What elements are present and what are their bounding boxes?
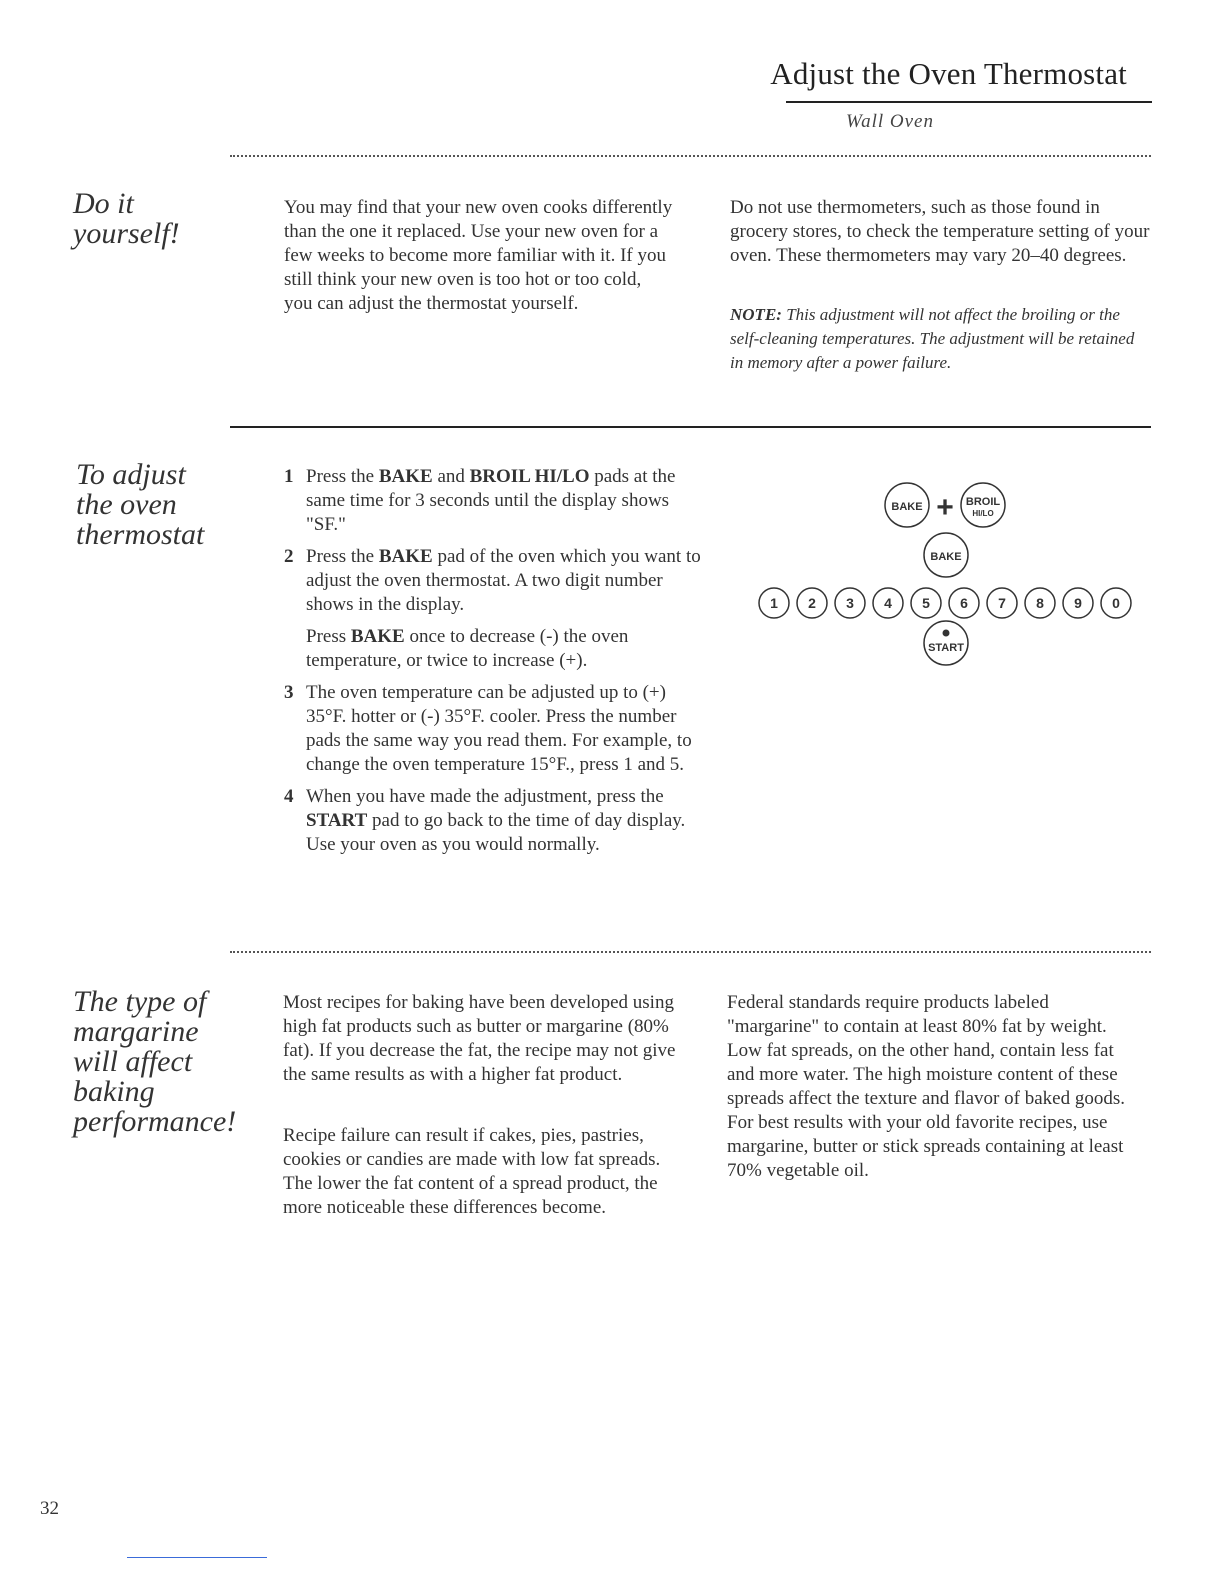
plus-sign: + [936, 491, 954, 524]
heading-line: performance! [73, 1105, 237, 1138]
margarine-heading [73, 985, 237, 1138]
page-subtitle: Wall Oven [846, 111, 934, 132]
footer-line [127, 1557, 267, 1558]
step-item [284, 681, 704, 777]
page-number: 32 [40, 1498, 59, 1519]
digit-keys-row [759, 588, 1131, 618]
digit-key-label: 1 [770, 595, 778, 611]
step-number: 2 [284, 546, 294, 567]
step-number: 3 [284, 682, 294, 703]
start-key-diagram [924, 621, 968, 665]
step-item [284, 785, 704, 857]
page-title: Adjust the Oven Thermostat [770, 56, 1127, 91]
bake-key-label: BAKE [378, 546, 433, 567]
digit-key-label: 0 [1112, 595, 1120, 611]
step-text: The oven temperature can be adjusted up to (+) 35°F. hotter or (-) 35°F. cooler. Press the number pads the same way you read them. For example, to change the oven temperature 15°F., press 1 and 5. [306, 682, 692, 775]
step-text: Press the [306, 546, 379, 567]
section-divider-margarine [230, 951, 1151, 953]
heading-line: To adjust [76, 458, 186, 491]
digit-key-label: 4 [884, 595, 892, 611]
heading-line: The type of [73, 985, 207, 1018]
start-key-text: START [928, 642, 964, 654]
step-text: and [432, 466, 470, 487]
digit-key-label: 2 [808, 595, 816, 611]
margarine-left-paragraph-2: Recipe failure can result if cakes, pies, pastries, cookies or candies are made with low fat spreads. The lower the fat content of a spread product, the more noticeable these differences become. [283, 1125, 661, 1218]
step-number: 1 [284, 466, 294, 487]
digit-key-label: 6 [960, 595, 968, 611]
keypad-diagram [750, 475, 1140, 685]
bake-key-text: BAKE [930, 551, 962, 563]
do-it-right-paragraph: Do not use thermometers, such as those found in grocery stores, to check the temperature setting of your oven. These thermometers may vary 20–40 degrees. [730, 197, 1150, 266]
step-text: pads at the same time for 3 seconds until the display shows "SF." [306, 466, 676, 535]
bake-key-text: BAKE [891, 501, 923, 513]
heading-line: margarine [73, 1015, 199, 1048]
title-rule [786, 101, 1152, 103]
margarine-right-paragraph: Federal standards require products labeled "margarine" to contain at least 80% fat by weight. Low fat spreads, on the other hand, contain less fat and more water. The high moisture content of these spreads affect the texture and flavor of baked goods. For best results with your old favorite recipes, use margarine, butter or stick spreads containing at least 70% vegetable oil. [727, 992, 1125, 1181]
heading-line: the oven [76, 488, 177, 521]
do-it-heading [73, 189, 223, 249]
step-text: When you have made the adjustment, press the [306, 786, 664, 807]
section-divider-top [230, 155, 1151, 157]
steps-list [284, 465, 704, 865]
step-text: Press [306, 626, 351, 647]
heading-line: yourself! [73, 217, 180, 250]
note-text: This adjustment will not affect the broiling or the self-cleaning temperatures. The adjustment will be retained in memory after a power failure. [730, 305, 1135, 372]
do-it-left-paragraph: You may find that your new oven cooks differently than the one it replaced. Use your new oven for a few weeks to become more familiar with it. If you still think your new oven is too hot or too cold, you can adjust the thermostat yourself. [284, 197, 673, 314]
broil-key-label: BROIL HI/LO [469, 466, 590, 487]
digit-key-label: 7 [998, 595, 1006, 611]
broil-hilo-key-diagram [961, 483, 1005, 527]
step-item [284, 465, 704, 537]
margarine-left-paragraph-1: Most recipes for baking have been developed using high fat products such as butter or margarine (80% fat). If you decrease the fat, the recipe may not give the same results as with a higher fat product. [283, 992, 676, 1085]
heading-line: thermostat [76, 518, 205, 551]
section-divider-adjust [230, 426, 1151, 428]
digit-key-label: 9 [1074, 595, 1082, 611]
start-key-label: START [306, 810, 368, 831]
bake-key-diagram-2 [924, 533, 968, 577]
heading-line: Do it [73, 187, 134, 220]
digit-key-label: 3 [846, 595, 854, 611]
note-label: NOTE: [730, 305, 782, 324]
adjust-heading [76, 460, 226, 550]
bake-key-label: BAKE [350, 626, 405, 647]
heading-line: baking [73, 1075, 155, 1108]
bake-key-diagram [885, 483, 929, 527]
step-text: pad to go back to the time of day display. Use your oven as you would normally. [306, 810, 686, 855]
heading-line: will affect [73, 1045, 193, 1078]
step-item [284, 545, 704, 673]
step-number: 4 [284, 786, 294, 807]
step-text: Press the [306, 466, 379, 487]
digit-key-label: 5 [922, 595, 930, 611]
step-text: once to decrease (-) the oven temperature, or twice to increase (+). [306, 626, 629, 671]
bake-key-label: BAKE [378, 466, 433, 487]
broil-key-text: BROIL [965, 496, 1001, 508]
step-text: pad of the oven which you want to adjust the oven thermostat. A two digit number shows in the display. [306, 546, 701, 615]
step-subparagraph [306, 625, 704, 673]
digit-key-label: 8 [1036, 595, 1044, 611]
note-paragraph [730, 303, 1150, 375]
hilo-key-text: HI/LO [972, 509, 994, 518]
